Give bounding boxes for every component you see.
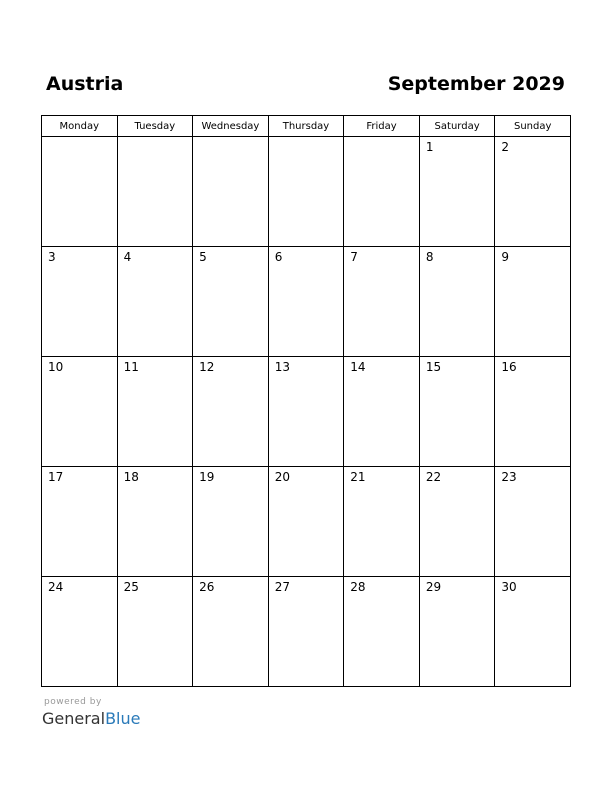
day-number: 11 [123,360,139,374]
week-row [42,137,571,247]
day-cell [42,247,118,357]
calendar-grid [41,115,571,687]
day-cell [117,467,193,577]
day-cell [42,137,118,247]
day-cell [42,577,118,687]
day-cell [344,357,420,467]
day-number: 6 [274,250,283,264]
day-cell [419,357,495,467]
day-cell [42,467,118,577]
day-cell [268,467,344,577]
day-number: 16 [501,360,517,374]
day-number: 20 [274,470,290,484]
day-cell [344,247,420,357]
day-cell [193,247,269,357]
day-number [269,137,344,140]
day-cell [268,247,344,357]
day-number: 21 [350,470,366,484]
day-cell [193,137,269,247]
day-number: 1 [425,140,434,154]
month-title: September 2029 [387,73,565,95]
day-cell [344,137,420,247]
week-row [42,247,571,357]
day-number: 18 [123,470,139,484]
day-number [118,137,193,140]
weekday-header-friday: Friday [344,116,420,137]
powered-by-text: powered by [44,697,102,707]
brand-logo [42,709,140,729]
brand-logo-general: General [42,709,106,728]
day-number: 15 [425,360,442,374]
weekday-header-wednesday: Wednesday [193,116,269,137]
day-cell [495,137,571,247]
week-row [42,467,571,577]
day-cell [495,247,571,357]
day-cell [495,467,571,577]
weekday-header-monday: Monday [42,116,118,137]
day-number: 22 [425,470,442,484]
footer-branding [42,697,140,729]
day-cell [42,357,118,467]
day-cell [268,577,344,687]
day-number: 24 [48,580,64,594]
day-number: 2 [501,140,510,154]
day-cell [117,247,193,357]
day-number: 14 [350,360,366,374]
day-cell [344,577,420,687]
country-title: Austria [46,73,124,95]
week-row [42,577,571,687]
weekday-header-sunday: Sunday [495,116,571,137]
weekday-header-tuesday: Tuesday [117,116,193,137]
day-number: 26 [199,580,215,594]
day-number: 28 [350,580,366,594]
day-cell [193,577,269,687]
day-number: 27 [274,580,290,594]
day-cell [117,577,193,687]
day-cell [495,577,571,687]
weekday-header-row [42,116,571,137]
day-cell [117,357,193,467]
day-cell [419,577,495,687]
day-number: 10 [48,360,64,374]
day-number: 17 [48,470,64,484]
day-cell [117,137,193,247]
day-cell [419,247,495,357]
day-number: 23 [501,470,517,484]
day-number: 9 [501,250,510,264]
weekday-header-saturday: Saturday [419,116,495,137]
day-number: 4 [123,250,132,264]
day-number: 30 [501,580,517,594]
week-row [42,357,571,467]
day-cell [193,467,269,577]
day-cell [193,357,269,467]
day-cell [419,467,495,577]
day-number: 7 [350,250,358,264]
weekday-header-thursday: Thursday [268,116,344,137]
day-cell [495,357,571,467]
day-number [344,137,419,140]
day-number: 19 [199,470,215,484]
day-cell [268,357,344,467]
day-number [42,137,117,140]
day-cell [344,467,420,577]
day-number: 12 [199,360,215,374]
day-number: 13 [274,360,290,374]
day-number [193,137,268,140]
day-number: 25 [123,580,139,594]
day-number: 3 [48,250,56,264]
day-number: 5 [199,250,207,264]
day-cell [419,137,495,247]
day-number: 8 [425,250,434,264]
day-cell [268,137,344,247]
brand-logo-blue: Blue [105,709,141,728]
day-number: 29 [425,580,442,594]
